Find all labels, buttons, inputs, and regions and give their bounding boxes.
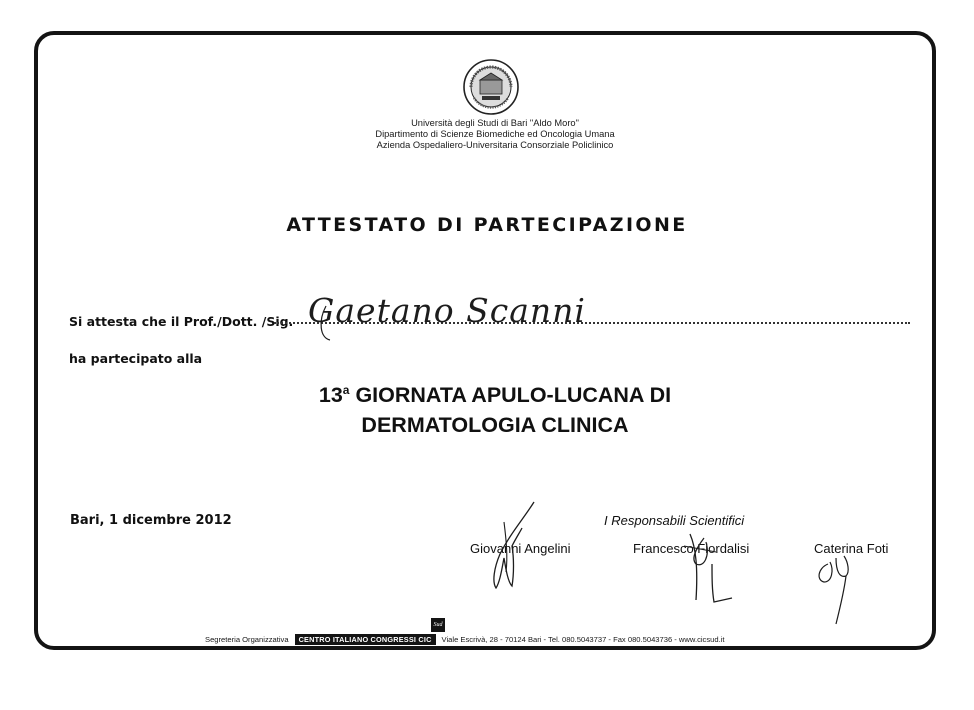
signer-foti: Caterina Foti <box>814 541 889 556</box>
event-title <box>200 375 790 440</box>
university-seal-icon <box>462 58 520 116</box>
footer <box>205 634 725 645</box>
footer-address: Viale Escrivà, 28 - 70124 Bari - Tel. 080.5043737 - Fax 080.5043736 - www.cicsud.it <box>441 635 725 644</box>
event-line-1 <box>200 375 790 410</box>
hospital-name: Azienda Ospedaliero-Universitaria Consorziale Policlinico <box>376 140 614 150</box>
event-line-2: DERMATOLOGIA CLINICA <box>361 413 629 438</box>
signature-angelini <box>486 498 546 594</box>
signature-fiordalisi <box>676 528 746 608</box>
attest-label: Si attesta che il Prof./Dott. /Sig. <box>69 314 294 329</box>
event-number: 13 <box>318 383 343 408</box>
cic-sud-logo-icon: Sud <box>431 618 445 632</box>
certificate-title: ATTESTATO DI PARTECIPAZIONE <box>286 214 688 236</box>
certificate-date: Bari, 1 dicembre 2012 <box>70 513 232 528</box>
university-header <box>300 118 690 151</box>
footer-label: Segreteria Organizzativa <box>205 635 289 644</box>
participant-name: Gaetano Scanni <box>308 291 586 330</box>
organizer-badge: CENTRO ITALIANO CONGRESSI CIC <box>295 634 436 645</box>
university-name: Università degli Studi di Bari "Aldo Moro" <box>411 118 579 128</box>
signature-foti <box>810 548 860 628</box>
signer-angelini: Giovanni Angelini <box>470 541 571 556</box>
event-line-1-text: GIORNATA APULO-LUCANA DI <box>349 383 672 408</box>
signer-fiordalisi: Francesco Fiordalisi <box>633 541 750 556</box>
department-name: Dipartimento di Scienze Biomediche ed Oncologia Umana <box>375 129 615 139</box>
scientific-heads-heading: I Responsabili Scientifici <box>604 513 745 528</box>
event-ordinal: a <box>342 383 350 397</box>
participant-name-handwritten <box>300 276 660 346</box>
participated-label: ha partecipato alla <box>69 351 203 366</box>
